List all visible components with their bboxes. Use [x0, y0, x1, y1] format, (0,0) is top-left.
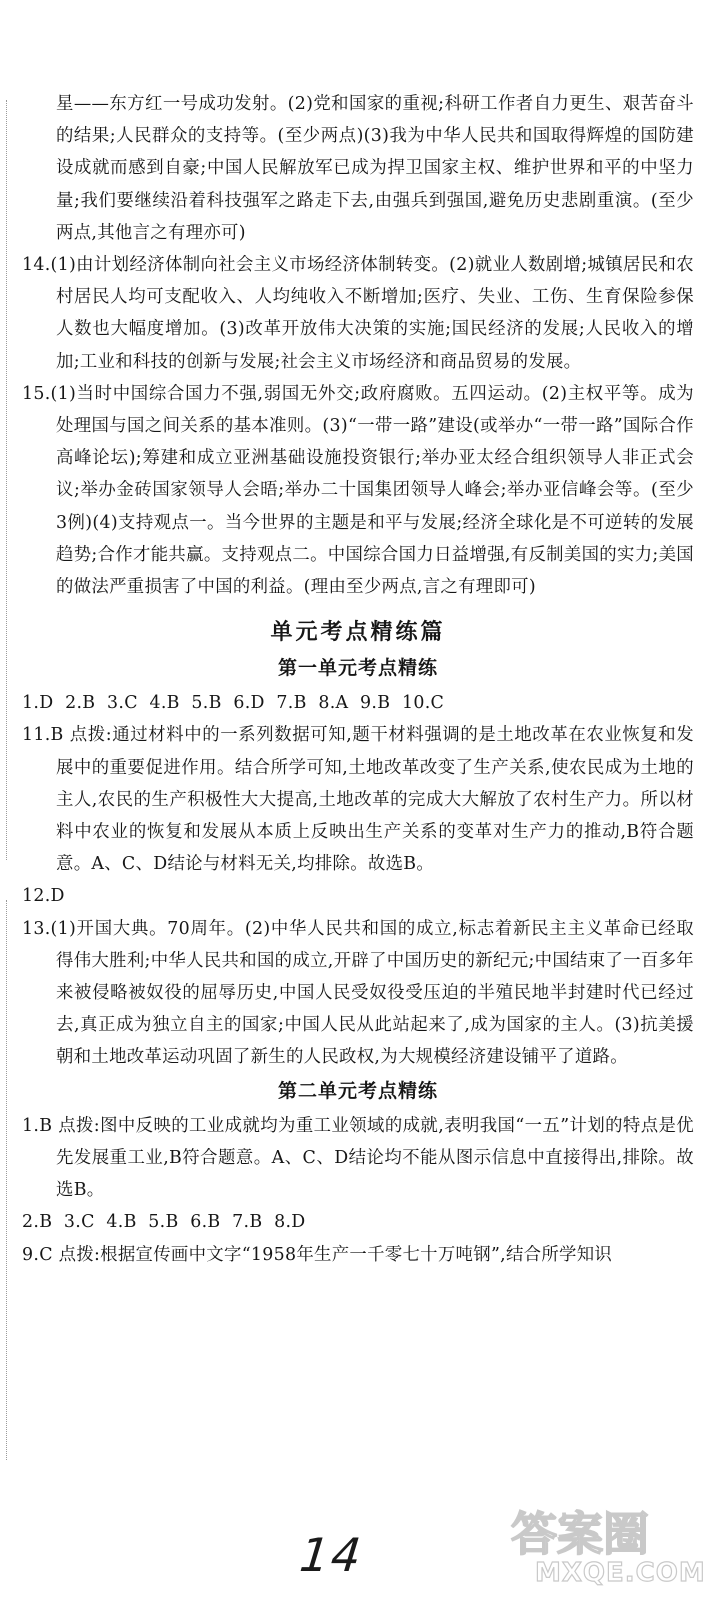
section-title: 单元考点精练篇 [270, 619, 446, 646]
unit-2-answer-1: 1.B 点拨:图中反映的工业成就均为重工业领域的成就,表明我国“一五”计划的特点是优先发展重工业,B符合题意。A、C、D结论均不能从图示信息中直接得出,排除。故选B。 [22, 1115, 694, 1201]
unit-1-answer-12: 12.D [22, 886, 65, 907]
unit-2-title: 第二单元考点精练 [277, 1079, 438, 1102]
unit-1-title: 第一单元考点精练 [277, 657, 438, 680]
unit-2-answers-2-8: 2.B 3.C 4.B 5.B 6.B 7.B 8.D [22, 1212, 306, 1233]
unit-1-answer-11: 11.B 点拨:通过材料中的一系列数据可知,题干材料强调的是土地改革在农业恢复和发展中的重要促进作用。结合所学可知,土地改革改变了生产关系,使农民成为土地的主人,农民的生产积极性大大提高,土地改革的完成大大解放了农村生产力。所以材料中农业的恢复和发展从本质上反映出生产关系的变革对生产力的推动,B符合题意。A、C、D结论与材料无关,均排除。故选B。 [22, 725, 694, 875]
watermark-text: 答案圈 [511, 1507, 649, 1561]
answer-13-continued: 星——东方红一号成功发射。(2)党和国家的重视;科研工作者自力更生、艰苦奋斗的结果;人民群众的支持等。(至少两点)(3)我为中华人民共和国取得辉煌的国防建设成就而感到自豪;中国人民解放军已成为捍卫国家主权、维护世界和平的中坚力量;我们要继续沿着科技强军之路走下去,由强兵到强国,避免历史悲剧重演。(至少两点,其他言之有理亦可) [56, 94, 694, 243]
unit-1-answers-1-10: 1.D 2.B 3.C 4.B 5.B 6.D 7.B 8.A 9.B 10.C [22, 693, 445, 714]
binding-margin-line [6, 100, 7, 860]
unit-1-answer-13: 13.(1)开国大典。70周年。(2)中华人民共和国的成立,标志着新民主主义革命已经取得伟大胜利;中华人民共和国的成立,开辟了中国历史的新纪元;中国结束了一百多年来被侵略被奴役的屈辱历史,中国人民受奴役受压迫的半殖民地半封建时代已经过去,真正成为独立自主的国家;中国人民从此站起来了,成为国家的主人。(3)抗美援朝和土地改革运动巩固了新生的人民政权,为大规模经济建设铺平了道路。 [22, 918, 694, 1068]
unit-2-answer-9: 9.C 点拨:根据宣传画中文字“1958年生产一千零七十万吨钢”,结合所学知识 [22, 1244, 613, 1265]
answer-content [22, 88, 694, 1271]
handwritten-page-number: 14 [297, 1528, 366, 1582]
answer-15: 15.(1)当时中国综合国力不强,弱国无外交;政府腐败。五四运动。(2)主权平等。成为处理国与国之间关系的基本准则。(3)“一带一路”建设(或举办“一带一路”国际合作高峰论坛);筹建和成立亚洲基础设施投资银行;举办亚太经合组织领导人非正式会议;举办金砖国家领导人会晤;举办二十国集团领导人峰会;举办亚信峰会等。(至少3例)(4)支持观点一。当今世界的主题是和平与发展;经济全球化是不可逆转的发展趋势;合作才能共赢。支持观点二。中国综合国力日益增强,有反制美国的实力;美国的做法严重损害了中国的利益。(理由至少两点,言之有理即可) [22, 383, 694, 598]
watermark-url: MXQE.COM [535, 1558, 706, 1588]
watermark-logo [505, 1498, 710, 1594]
answer-14: 14.(1)由计划经济体制向社会主义市场经济体制转变。(2)就业人数剧增;城镇居民和农村居民人均可支配收入、人均纯收入不断增加;医疗、失业、工伤、生育保险参保人数也大幅度增加。(3)改革开放伟大决策的实施;国民经济的发展;人民收入的增加;工业和科技的创新与发展;社会主义市场经济和商品贸易的发展。 [22, 255, 694, 372]
binding-margin-line [6, 900, 7, 1460]
